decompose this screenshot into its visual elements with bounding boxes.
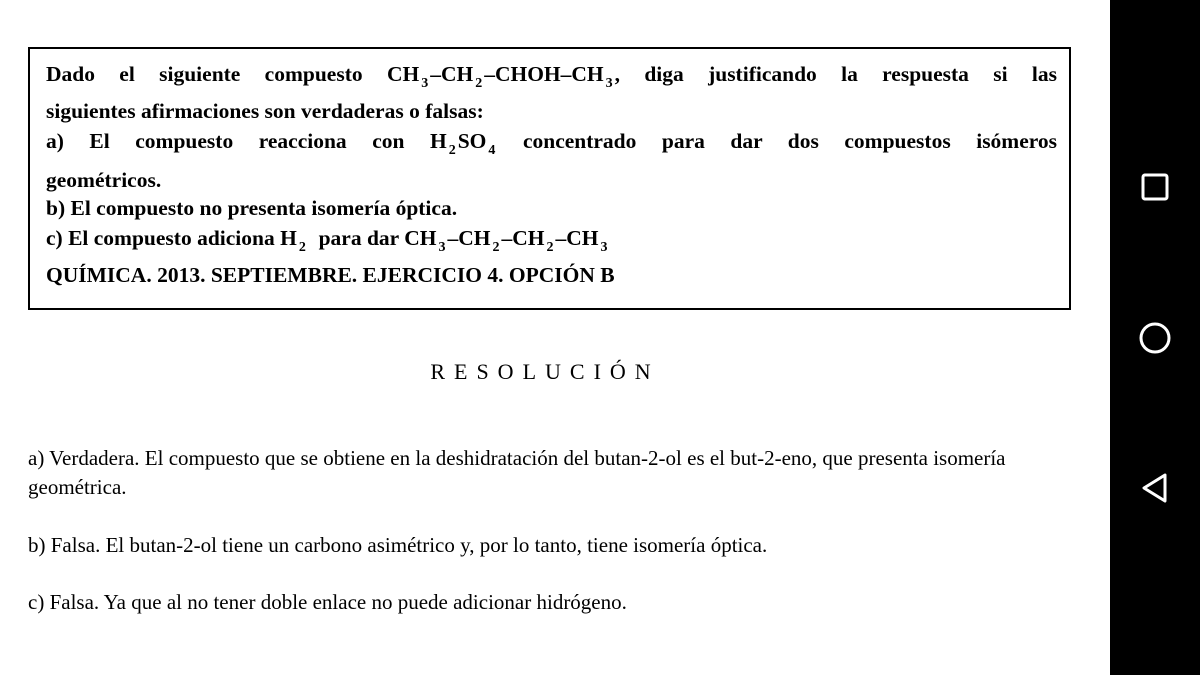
statement-c: c) El compuesto adiciona H $_2$ para dar CH $_3$–CH $_2$–CH $_2$–CH $_3$ (46, 226, 608, 255)
answer-b: b) Falsa. El butan-2-ol tiene un carbono asimétrico y, por lo tanto, tiene isomería óptica. (28, 533, 768, 557)
problem-statement-box (28, 47, 1071, 310)
home-circle-icon[interactable] (1135, 318, 1175, 358)
answer-c: c) Falsa. Ya que al no tener doble enlace no puede adicionar hidrógeno. (28, 590, 627, 614)
hydrogen-formula: H $_2$ (280, 226, 306, 255)
statement-a-continuation: geométricos. (46, 168, 162, 192)
problem-intro-continuation: siguientes afirmaciones son verdaderas o falsas: (46, 99, 484, 123)
back-triangle-icon[interactable] (1135, 468, 1175, 508)
statement-b: b) El compuesto no presenta isomería óptica. (46, 196, 458, 220)
resolution-heading: RESOLUCIÓN (430, 359, 660, 384)
problem-source: QUÍMICA. 2013. SEPTIEMBRE. EJERCICIO 4. OPCIÓN B (46, 263, 615, 287)
problem-intro-line: Dado el siguiente compuesto CH $_3$–CH $_2$–CHOH–CH $_3$, diga justificando la respuesta si las (46, 62, 1057, 91)
sulfuric-acid-formula: H $_2$SO $_4$ (429, 129, 496, 158)
compound-formula: CH $_3$–CH $_2$–CHOH–CH $_3$ (386, 62, 613, 91)
answer-a: a) Verdadera. El compuesto que se obtiene en la deshidratación del butan-2-ol es el but-2-eno, que presenta isomería geométrica. (28, 446, 1006, 499)
navigation-bar (1110, 0, 1200, 675)
statement-a: a) El compuesto reacciona con H $_2$SO $_4$ concentrado para dar dos compuestos isómeros (46, 129, 1058, 158)
recents-square-icon[interactable] (1135, 167, 1175, 207)
butane-formula: CH $_3$–CH $_2$–CH $_2$–CH $_3$ (404, 226, 608, 255)
